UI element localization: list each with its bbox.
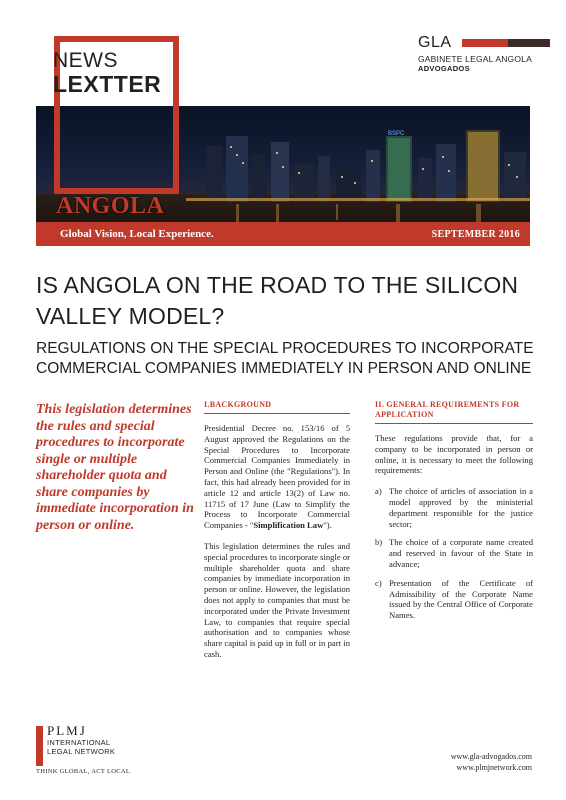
gla-logo-row xyxy=(418,34,538,52)
section-rule xyxy=(375,423,533,424)
background-paragraph-2: This legislation determines the rules and special procedures to incorporate single or multiple shareholder quota and share companies by immediate incorporation in person or online. However, the legislation does not apply to companies that must be incorporated under the Private Investment Law, to companies that require special authorisation and to companies whose share capital is paid up in full or in part in cash. xyxy=(204,540,350,659)
newsletter-title-line2: LEXTTER xyxy=(53,71,162,97)
column-background xyxy=(204,400,350,670)
simplification-law-term: Simplification Law xyxy=(253,520,324,531)
country-title: ANGOLA xyxy=(56,193,165,219)
background-paragraph-1-end: "). xyxy=(323,520,332,531)
gla-website-link[interactable]: www.gla-advogados.com xyxy=(450,752,532,761)
list-text: The choice of a corporate name created and reserved in favour of the State in advance; xyxy=(389,537,533,569)
list-marker: b) xyxy=(375,537,383,548)
article-subtitle: REGULATIONS ON THE SPECIAL PROCEDURES TO INCORPORATE COMMERCIAL COMPANIES IMMEDIATELY IN PERSON AND ONLINE xyxy=(36,340,534,377)
section-heading-background: I.BACKGROUND xyxy=(204,400,272,409)
list-text: The choice of articles of association in a model approved by the ministerial department responsible for the justice sector; xyxy=(389,486,533,529)
list-item xyxy=(375,578,533,621)
section-heading-requirements: II. GENERAL REQUIREMENTS FOR APPLICATION xyxy=(375,400,520,419)
plmj-slogan: THINK GLOBAL, ACT LOCAL xyxy=(36,768,131,775)
gla-brand xyxy=(418,34,538,73)
gla-logo: GLA xyxy=(418,34,452,51)
list-text: Presentation of the Certificate of Admissibility of the Corporate Name issued by the Central Office of Corporate Names. xyxy=(389,577,533,621)
edition-date: SEPTEMBER 2016 xyxy=(431,229,520,240)
requirements-intro: These regulations provide that, for a company to be incorporated in person or online, it is necessary to meet the following requirements: xyxy=(375,433,533,476)
bspc-sign: BSPC xyxy=(388,131,405,137)
footer-links xyxy=(451,751,532,773)
list-item xyxy=(375,537,533,569)
background-paragraph-1 xyxy=(204,423,350,531)
column-requirements xyxy=(375,400,533,629)
article-title: IS ANGOLA ON THE ROAD TO THE SILICON VALLEY MODEL? xyxy=(36,272,519,329)
background-paragraph-1-text: Presidential Decree no. 153/16 of 5 August approved the Regulations on the Special Procedures to Incorporate Commercial Companies Immediately in Person and Online (the "Regulations"). In fact, this had already been provided for in article 12 and article 13(2) of Law no. 11715 of 17 June (Law to Simplify the Process to Incorporate Commercial Companies - " xyxy=(204,423,350,531)
list-item xyxy=(375,486,533,529)
list-marker: c) xyxy=(375,577,382,588)
lead-quote: This legislation determines the rules and special procedures to incorporate single or multiple shareholder quota and share companies by immediate incorporation in person or online. xyxy=(36,402,194,533)
plmj-line2: LEGAL NETWORK xyxy=(47,747,116,756)
gla-firm-name: GABINETE LEGAL ANGOLA xyxy=(418,54,532,64)
plmj-line1: INTERNATIONAL xyxy=(47,738,111,747)
tagline: Global Vision, Local Experience. xyxy=(60,228,214,240)
gla-logo-bar-dark xyxy=(508,39,550,47)
list-marker: a) xyxy=(375,486,382,497)
plmj-name: PLMJ xyxy=(47,723,87,738)
gla-firm-sub: ADVOGADOS xyxy=(418,64,470,73)
newsletter-title-line1: NEWS xyxy=(53,49,118,72)
plmj-website-link[interactable]: www.plmjnetwork.com xyxy=(456,763,532,772)
plmj-logo-mark xyxy=(36,726,43,766)
section-rule xyxy=(204,413,350,414)
